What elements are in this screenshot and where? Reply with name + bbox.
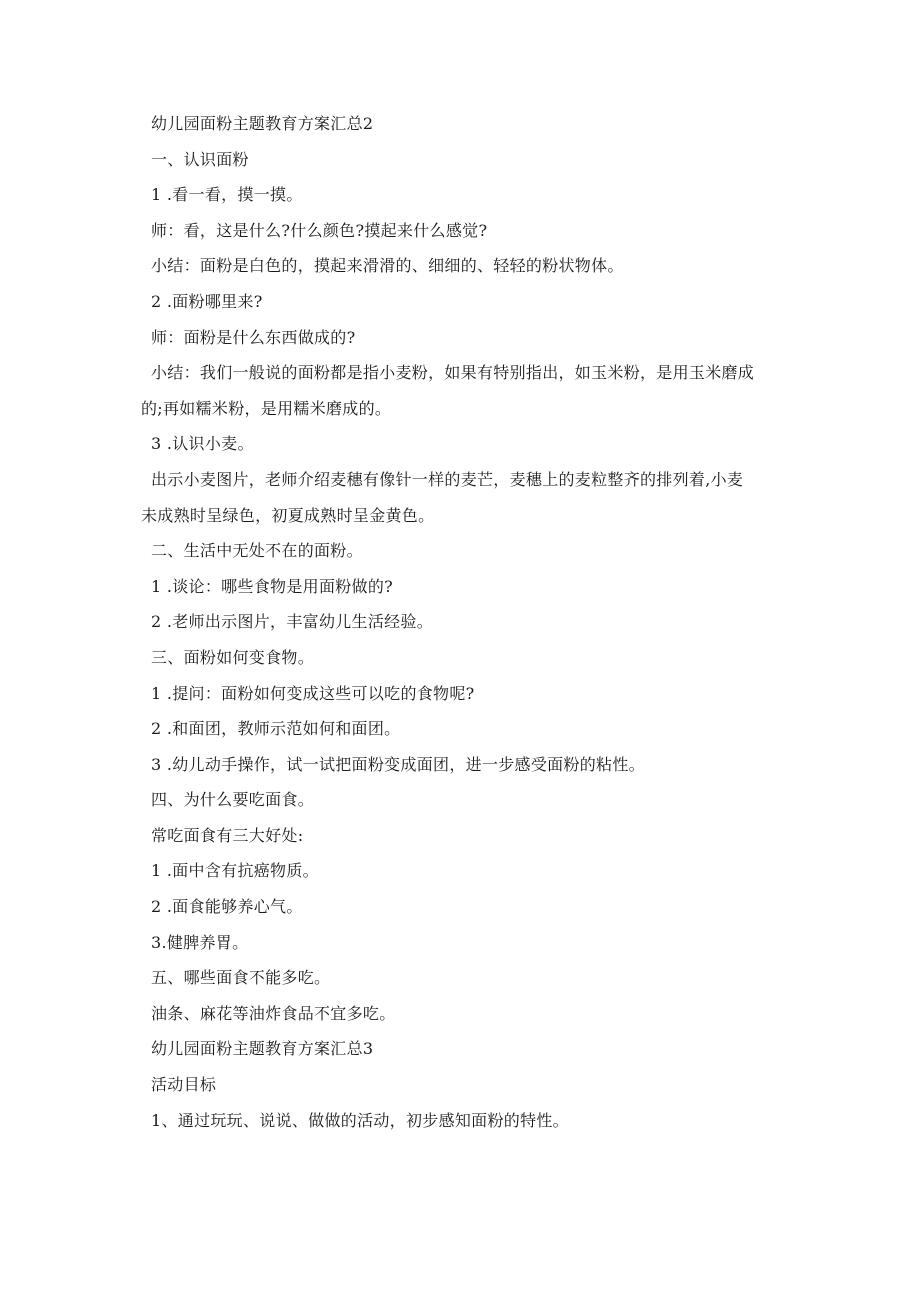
list-item: 1 .提问：面粉如何变成这些可以吃的食物呢?: [151, 683, 475, 703]
list-item: 1、通过玩玩、说说、做做的活动，初步感知面粉的特性。: [151, 1110, 569, 1130]
section-title: 幼儿园面粉主题教育方案汇总2: [151, 114, 374, 133]
list-item: 3 .认识小麦。: [151, 434, 254, 454]
document-body: [141, 106, 791, 1138]
list-item: 1 .看一看，摸一摸。: [151, 185, 303, 205]
paragraph-continuation: 的;再如糯米粉，是用糯米磨成的。: [141, 398, 392, 418]
list-item: 2 .面食能够养心气。: [151, 897, 303, 917]
paragraph-continuation: 未成熟时呈绿色，初夏成熟时呈金黄色。: [141, 505, 435, 525]
list-item: 1 .面中含有抗癌物质。: [151, 861, 319, 881]
paragraph: 小结：我们一般说的面粉都是指小麦粉，如果有特别指出，如玉米粉，是用玉米磨成: [151, 363, 755, 383]
heading: 活动目标: [151, 1075, 217, 1095]
list-item: 1 .谈论：哪些食物是用面粉做的?: [151, 576, 394, 596]
list-item: 3 .幼儿动手操作，试一试把面粉变成面团，进一步感受面粉的粘性。: [151, 754, 645, 774]
heading: 四、为什么要吃面食。: [151, 790, 315, 810]
heading: 一、认识面粉: [151, 149, 249, 169]
list-item: 2 .和面团，教师示范如何和面团。: [151, 719, 401, 739]
paragraph: 出示小麦图片，老师介绍麦穗有像针一样的麦芒，麦穗上的麦粒整齐的排列着,小麦: [151, 469, 744, 489]
section-title: 幼儿园面粉主题教育方案汇总3: [151, 1039, 374, 1059]
paragraph: 常吃面食有三大好处:: [151, 825, 304, 845]
paragraph: 师：面粉是什么东西做成的?: [151, 327, 356, 347]
paragraph: 小结：面粉是白色的，摸起来滑滑的、细细的、轻轻的粉状物体。: [151, 256, 624, 276]
heading: 三、面粉如何变食物。: [151, 647, 315, 667]
list-item: 2 .面粉哪里来?: [151, 291, 263, 311]
list-item: 2 .老师出示图片，丰富幼儿生活经验。: [151, 612, 434, 632]
heading: 五、哪些面食不能多吃。: [151, 968, 331, 988]
heading: 二、生活中无处不在的面粉。: [151, 541, 363, 561]
paragraph: 师：看，这是什么?什么颜色?摸起来什么感觉?: [151, 220, 488, 240]
list-item: 3.健脾养胃。: [151, 932, 249, 952]
paragraph: 油条、麻花等油炸食品不宜多吃。: [151, 1003, 396, 1023]
